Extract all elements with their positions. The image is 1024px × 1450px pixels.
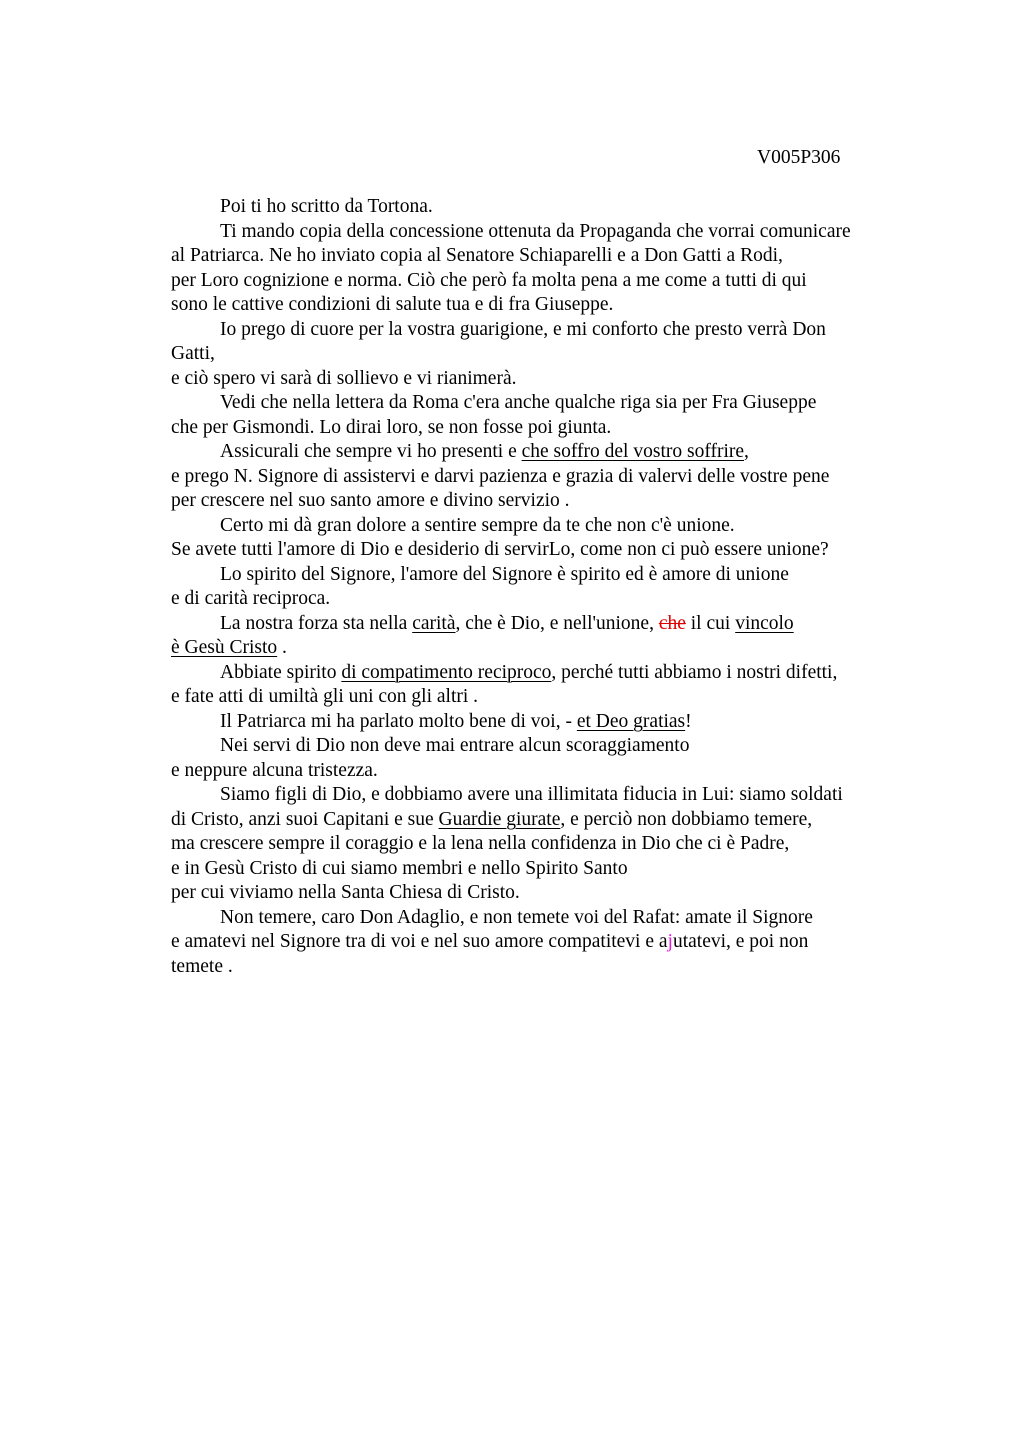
underlined-text: carità	[412, 612, 456, 634]
text-line	[171, 342, 911, 367]
text-segment: Abbiate spirito	[220, 661, 342, 683]
text-segment: Gatti,	[171, 343, 215, 364]
underlined-text: Guardie giurate	[438, 808, 561, 830]
text-line	[171, 220, 911, 245]
text-segment: .	[277, 637, 287, 658]
text-line	[171, 269, 911, 294]
text-line	[171, 734, 911, 759]
text-line	[171, 808, 911, 833]
text-line	[171, 881, 911, 906]
text-segment: e neppure alcuna tristezza.	[171, 759, 378, 781]
text-segment: Lo spirito del Signore, l'amore del Signore è spirito ed è amore di unione	[220, 563, 789, 585]
text-segment: ,	[744, 441, 749, 462]
text-line	[171, 906, 911, 931]
text-line	[171, 612, 911, 637]
text-line	[171, 857, 911, 882]
text-segment: Certo mi dà gran dolore a sentire sempre da te che non c'è unione.	[220, 514, 735, 536]
text-segment: Siamo figli di Dio, e dobbiamo avere una illimitata fiducia in Lui: siamo soldati	[220, 784, 843, 805]
text-line	[171, 783, 911, 808]
text-segment: per cui viviamo nella Santa Chiesa di Cristo.	[171, 882, 520, 903]
text-line	[171, 244, 911, 269]
text-line	[171, 391, 911, 416]
text-segment: !	[685, 710, 692, 732]
underlined-text: et Deo gratias	[576, 710, 686, 732]
text-segment: ma crescere sempre il coraggio e la lena nella confidenza in Dio che ci è Padre,	[171, 833, 790, 854]
text-segment: e ciò spero vi sarà di sollievo e vi rianimerà.	[171, 367, 517, 389]
text-segment: per crescere nel suo santo amore e divino servizio .	[171, 490, 570, 511]
underlined-text: è Gesù Cristo	[171, 637, 278, 658]
text-line	[171, 195, 911, 220]
text-segment: sono le cattive condizioni di salute tua e di fra Giuseppe.	[171, 294, 614, 315]
text-segment: al Patriarca. Ne ho inviato copia al Senatore Schiaparelli e a Don Gatti a Rodi,	[171, 245, 783, 266]
text-line	[171, 759, 911, 784]
text-segment: Il Patriarca mi ha parlato molto bene di voi, -	[220, 710, 577, 732]
text-segment: utatevi, e poi non	[672, 931, 809, 952]
text-line	[171, 440, 911, 465]
text-segment: La nostra forza sta nella	[220, 612, 413, 634]
text-line	[171, 293, 911, 318]
text-segment: e amatevi nel Signore tra di voi e nel suo amore compatitevi e a	[171, 931, 668, 952]
text-line	[171, 587, 911, 612]
text-segment: per Loro cognizione e norma. Ciò che però fa molta pena a me come a tutti di qui	[171, 269, 807, 291]
struck-text: che	[658, 612, 686, 634]
text-line	[171, 955, 911, 980]
text-line	[171, 636, 911, 661]
text-segment: il cui	[685, 612, 736, 634]
text-line	[171, 489, 911, 514]
letter-body	[171, 195, 911, 979]
text-line	[171, 367, 911, 392]
text-line	[171, 661, 911, 686]
text-segment: Ti mando copia della concessione ottenuta da Propaganda che vorrai comunicare	[220, 220, 851, 242]
text-segment: Se avete tutti l'amore di Dio e desiderio di servirLo, come non ci può essere unione?	[171, 539, 829, 560]
text-segment: temete .	[171, 955, 233, 977]
text-line	[171, 710, 911, 735]
text-line	[171, 538, 911, 563]
text-segment: , e perciò non dobbiamo temere,	[560, 808, 813, 830]
text-segment: che per Gismondi. Lo dirai loro, se non fosse poi giunta.	[171, 416, 612, 438]
text-segment: e di carità reciproca.	[171, 588, 331, 609]
text-segment: Assicurali che sempre vi ho presenti e	[220, 441, 522, 462]
text-line	[171, 465, 911, 490]
underlined-text: di compatimento reciproco	[341, 661, 552, 683]
text-segment: Nei servi di Dio non deve mai entrare alcun scoraggiamento	[220, 735, 690, 756]
text-segment: Vedi che nella lettera da Roma c'era anche qualche riga sia per Fra Giuseppe	[220, 392, 817, 413]
text-line	[171, 514, 911, 539]
text-line	[171, 416, 911, 441]
text-segment: Poi ti ho scritto da Tortona.	[220, 196, 433, 217]
underlined-text: che soffro del vostro soffrire	[521, 441, 745, 462]
text-line	[171, 832, 911, 857]
highlighted-letter: j	[667, 931, 673, 952]
page-code: V005P306	[757, 147, 841, 168]
text-line	[171, 563, 911, 588]
text-segment: e fate atti di umiltà gli uni con gli altri .	[171, 686, 479, 707]
text-segment: e in Gesù Cristo di cui siamo membri e nello Spirito Santo	[171, 857, 628, 879]
text-segment: , perché tutti abbiamo i nostri difetti,	[551, 661, 838, 683]
text-segment: Non temere, caro Don Adaglio, e non temete voi del Rafat: amate il Signore	[220, 906, 813, 928]
text-line	[171, 685, 911, 710]
underlined-text: vincolo	[735, 612, 794, 634]
text-line	[171, 318, 911, 343]
text-segment: e prego N. Signore di assistervi e darvi pazienza e grazia di valervi delle vostre pene	[171, 465, 830, 487]
text-segment: Io prego di cuore per la vostra guarigione, e mi conforto che presto verrà Don	[220, 318, 826, 340]
text-segment: , che è Dio, e nell'unione,	[455, 612, 659, 634]
text-segment: di Cristo, anzi suoi Capitani e sue	[171, 808, 439, 830]
text-line	[171, 930, 911, 955]
